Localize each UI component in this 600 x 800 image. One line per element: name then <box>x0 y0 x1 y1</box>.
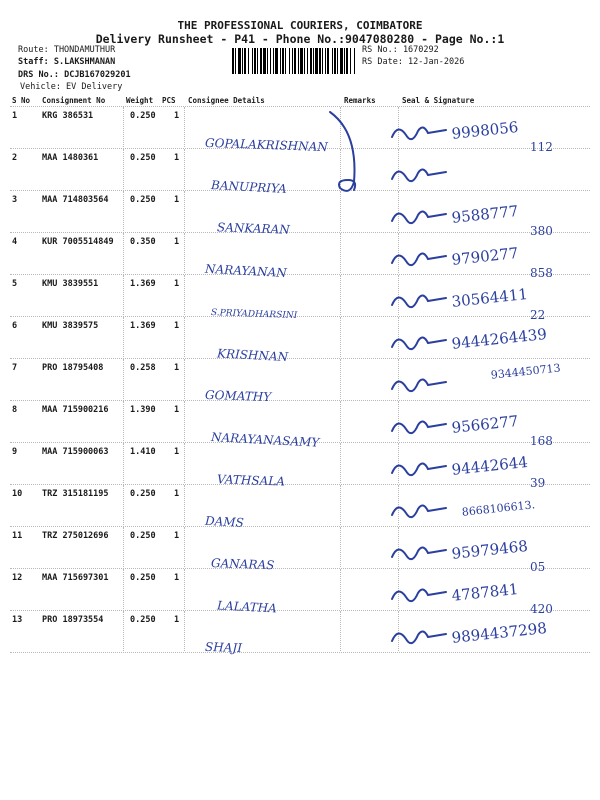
row-sno: 3 <box>12 195 18 205</box>
row-consignment: PRO 18973554 <box>42 615 104 625</box>
consignee-name-handwritten: DAMS <box>204 513 245 530</box>
row-sno: 6 <box>12 321 18 331</box>
handwritten-note: 858 <box>530 266 553 280</box>
recipient-phone-handwritten: 9588777 <box>450 201 520 227</box>
row-sno: 8 <box>12 405 18 415</box>
consignee-name-handwritten: LALATHA <box>216 598 278 616</box>
table-row <box>0 401 600 443</box>
row-weight: 0.250 <box>130 489 156 499</box>
drs-number: DCJB167029201 <box>64 70 131 80</box>
row-consignment: KRG 386531 <box>42 111 94 121</box>
col-consignment: Consignment No <box>42 96 106 105</box>
row-sno: 13 <box>12 615 23 625</box>
row-pcs: 1 <box>174 321 180 331</box>
row-sno: 7 <box>12 363 18 373</box>
row-consignment: MAA 715900216 <box>42 405 109 415</box>
row-weight: 0.350 <box>130 237 156 247</box>
row-weight: 1.369 <box>130 279 156 289</box>
table-row <box>0 569 600 611</box>
company-title: THE PROFESSIONAL COURIERS, COIMBATORE <box>177 19 423 32</box>
row-consignment: TRZ 315181195 <box>42 489 109 499</box>
table-header <box>0 96 600 106</box>
row-consignment: MAA 715900063 <box>42 447 109 457</box>
row-sno: 2 <box>12 153 18 163</box>
handwritten-note: 22 <box>530 308 546 322</box>
consignee-name-handwritten: GOMATHY <box>204 387 272 405</box>
drs-line <box>18 70 131 80</box>
recipient-phone-handwritten: 9344450713 <box>490 361 562 382</box>
col-seal: Seal & Signature <box>402 96 475 105</box>
row-consignment: PRO 18795408 <box>42 363 104 373</box>
row-pcs: 1 <box>174 573 180 583</box>
row-pcs: 1 <box>174 111 180 121</box>
rs-date: RS Date: 12-Jan-2026 <box>362 57 465 67</box>
table-row <box>0 107 600 149</box>
row-weight: 0.258 <box>130 363 156 373</box>
recipient-phone-handwritten: 9894437298 <box>450 618 548 647</box>
handwritten-note: 168 <box>530 434 553 448</box>
col-weight: Weight <box>126 96 154 105</box>
row-consignment: MAA 715697301 <box>42 573 109 583</box>
row-pcs: 1 <box>174 237 180 247</box>
recipient-phone-handwritten: 8668106613. <box>461 498 536 519</box>
row-pcs: 1 <box>174 279 180 289</box>
row-consignment: KUR 7005514849 <box>42 237 114 247</box>
row-weight: 0.250 <box>130 195 156 205</box>
row-sno: 11 <box>12 531 23 541</box>
recipient-phone-handwritten: 94442644 <box>450 452 529 479</box>
row-consignment: TRZ 275012696 <box>42 531 109 541</box>
row-sno: 9 <box>12 447 18 457</box>
table-row <box>0 275 600 317</box>
row-weight: 1.390 <box>130 405 156 415</box>
row-weight: 0.250 <box>130 153 156 163</box>
barcode-image <box>232 48 356 74</box>
row-consignment: KMU 3839551 <box>42 279 99 289</box>
table-row <box>0 359 600 401</box>
row-sno: 12 <box>12 573 23 583</box>
table-row <box>0 191 600 233</box>
consignee-name-handwritten: SHAJI <box>204 639 243 656</box>
recipient-phone-handwritten: 95979468 <box>450 536 529 563</box>
staff-line <box>18 57 115 67</box>
row-pcs: 1 <box>174 447 180 457</box>
row-weight: 0.250 <box>130 111 156 121</box>
col-remarks: Remarks <box>344 96 376 105</box>
row-sno: 10 <box>12 489 23 499</box>
row-weight: 0.250 <box>130 573 156 583</box>
row-pcs: 1 <box>174 153 180 163</box>
consignee-name-handwritten: BANUPRIYA <box>210 178 287 197</box>
row-pcs: 1 <box>174 489 180 499</box>
row-weight: 0.250 <box>130 615 156 625</box>
staff-label: Staff: <box>18 57 49 67</box>
row-pcs: 1 <box>174 363 180 373</box>
recipient-phone-handwritten: 4787841 <box>450 579 520 605</box>
drs-label: DRS No.: <box>18 70 59 80</box>
col-pcs: PCS <box>162 96 176 105</box>
recipient-phone-handwritten: 30564411 <box>450 284 529 311</box>
consignee-name-handwritten: NARAYANAN <box>204 261 288 281</box>
vehicle-label: Vehicle: EV Delivery <box>20 82 123 92</box>
consignee-name-handwritten: GOPALAKRISHNAN <box>204 135 329 155</box>
row-consignment: MAA 1480361 <box>42 153 99 163</box>
table-row <box>0 233 600 275</box>
consignee-name-handwritten: KRISHNAN <box>216 346 289 365</box>
handwritten-note: 420 <box>530 602 553 616</box>
row-sno: 5 <box>12 279 18 289</box>
table-row <box>0 527 600 569</box>
consignee-name-handwritten: NARAYANASAMY <box>210 430 320 450</box>
row-consignment: MAA 714803564 <box>42 195 109 205</box>
row-weight: 1.410 <box>130 447 156 457</box>
handwritten-note: 380 <box>530 224 553 238</box>
row-pcs: 1 <box>174 405 180 415</box>
handwritten-note: 05 <box>530 560 546 574</box>
table-row <box>0 611 600 656</box>
table-row <box>0 149 600 191</box>
consignee-name-handwritten: VATHSALA <box>216 472 286 489</box>
route-label: Route: THONDAMUTHUR <box>18 45 116 55</box>
row-weight: 1.369 <box>130 321 156 331</box>
recipient-phone-handwritten: 9444264439 <box>450 324 548 353</box>
row-sno: 4 <box>12 237 18 247</box>
row-pcs: 1 <box>174 195 180 205</box>
row-sno: 1 <box>12 111 18 121</box>
consignee-name-handwritten: S.PRIYADHARSINI <box>210 308 298 322</box>
consignee-name-handwritten: SANKARAN <box>216 220 290 237</box>
table-row <box>0 485 600 527</box>
consignee-name-handwritten: GANARAS <box>210 556 275 573</box>
recipient-phone-handwritten: 9790277 <box>450 243 520 269</box>
table-row <box>0 317 600 359</box>
recipient-phone-handwritten: 9566277 <box>450 411 520 437</box>
rs-number: RS No.: 1670292 <box>362 45 439 55</box>
col-details: Consignee Details <box>188 96 265 105</box>
handwritten-note: 112 <box>530 140 553 154</box>
row-pcs: 1 <box>174 531 180 541</box>
recipient-phone-handwritten: 9998056 <box>450 117 520 143</box>
col-sno: S No <box>12 96 31 105</box>
row-pcs: 1 <box>174 615 180 625</box>
row-consignment: KMU 3839575 <box>42 321 99 331</box>
table-row <box>0 443 600 485</box>
staff-name: S.LAKSHMANAN <box>53 57 116 67</box>
row-weight: 0.250 <box>130 531 156 541</box>
handwritten-note: 39 <box>530 476 546 490</box>
runsheet-subtitle: Delivery Runsheet - P41 - Phone No.:9047080280 - Page No.:1 <box>95 32 505 46</box>
